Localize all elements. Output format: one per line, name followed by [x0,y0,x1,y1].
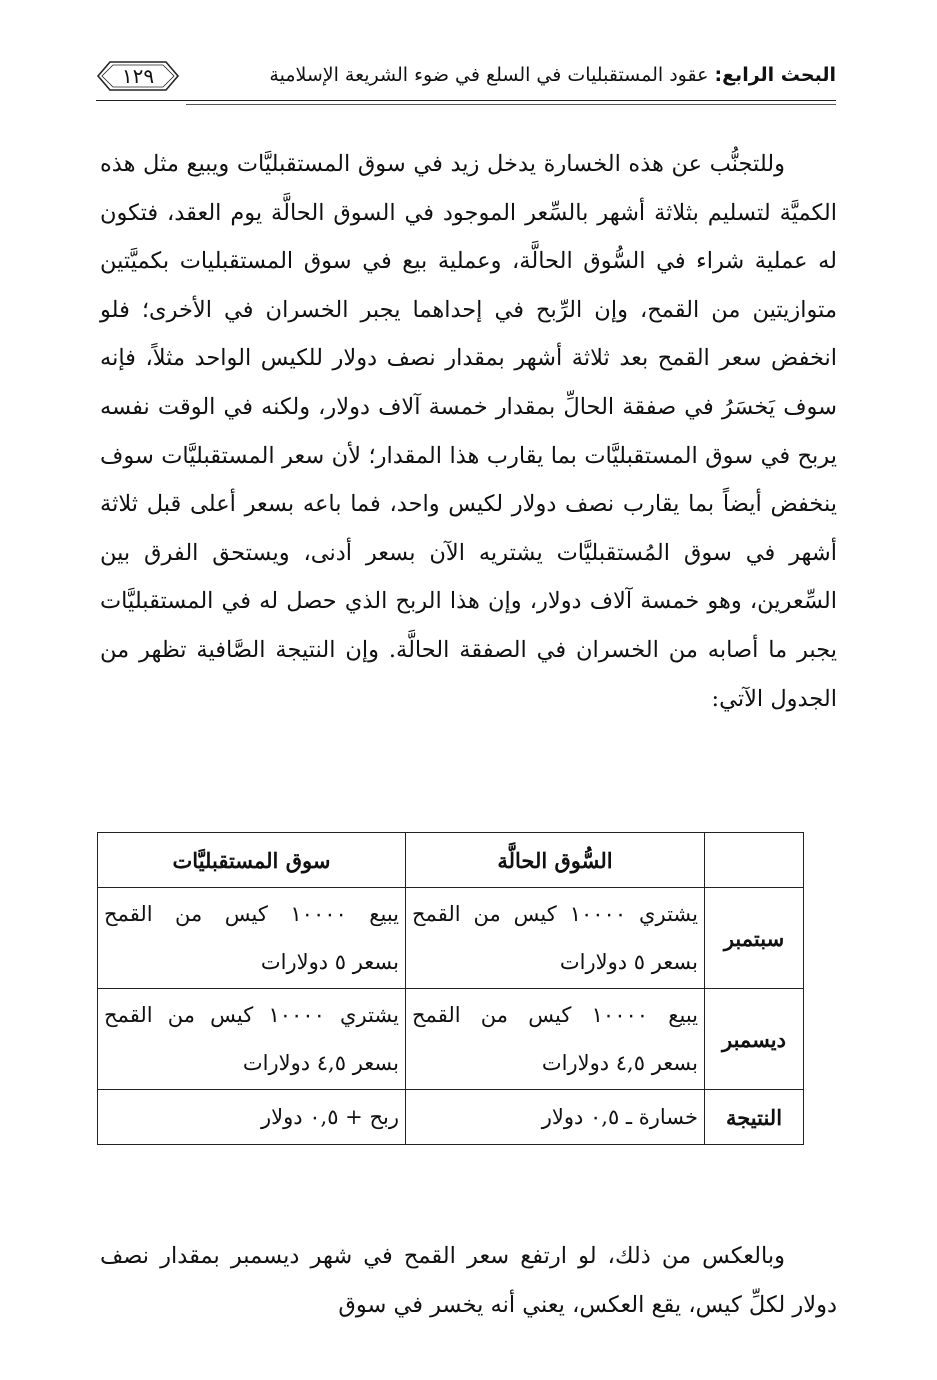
cell-september-spot-line1: يشتري ١٠٠٠٠ كيس من القمح [412,902,699,926]
running-header [96,58,836,104]
header-title [269,64,836,86]
cell-september-futures-line1: يبيع ١٠٠٠٠ كيس من القمح [104,902,400,926]
header-title-rest: عقود المستقبليات في السلع في ضوء الشريعة الإسلامية [269,64,715,86]
header-title-bold: البحث الرابع: [714,64,836,86]
header-cell-empty [705,833,804,888]
cell-september-spot [406,888,705,989]
cell-december-futures [98,989,406,1090]
header-cell-spot-market: السُّوق الحالَّة [406,833,705,888]
cell-result-spot: خسارة ـ ٠,٥ دولار [406,1090,705,1145]
page-number-badge [96,60,180,92]
cell-december-futures-line2: بسعر ٤,٥ دولارات [242,1051,399,1075]
cell-result-futures: ربح + ٠,٥ دولار [98,1090,406,1145]
row-label-september: سبتمبر [705,888,804,989]
table-row-result [98,1090,804,1145]
table-header-row [98,833,804,888]
table-row-september [98,888,804,989]
header-rule [96,100,836,101]
row-label-result: النتيجة [705,1090,804,1145]
header-cell-futures-market: سوق المستقبليَّات [98,833,406,888]
cell-december-spot-line2: بسعر ٤,٥ دولارات [541,1051,698,1075]
header-rule-thin [186,104,836,105]
body-paragraph-2: وبالعكس من ذلك، لو ارتفع سعر القمح في شهر ديسمبر بمقدار نصف دولار لكلِّ كيس، يقع العكس، يعني أنه يخسر في سوق [100,1243,837,1318]
cell-december-futures-line1: يشتري ١٠٠٠٠ كيس من القمح [104,1003,400,1027]
page-number: ١٢٩ [121,64,155,88]
comparison-table [97,832,804,1145]
cell-september-futures [98,888,406,989]
body-paragraph-1: وللتجنُّب عن هذه الخسارة يدخل زيد في سوق المستقبليَّات ويبيع مثل هذه الكميَّة لتسليم بثلاثة أشهر بالسِّعر الموجود في السوق الحالَّة يوم العقد، فتكون له عملية شراء في السُّوق الحالَّة، وعملية بيع في سوق المستقبليات بكميَّتين متوازيتين من القمح، وإن الرِّبح في إحداهما يجبر الخسران في الأخرى؛ فلو انخفض سعر القمح بعد ثلاثة أشهر بمقدار نصف دولار للكيس الواحد مثلاً، فإنه سوف يَخسَرُ في صفقة الحالِّ بمقدار خمسة آلاف دولار، ولكنه في الوقت نفسه يربح في سوق المستقبليَّات بما يقارب هذا المقدار؛ لأن سعر المستقبليَّات سوف ينخفض أيضاً بما يقارب نصف دولار لكيس واحد، فما باعه بسعر أعلى قبل ثلاثة أشهر في سوق المُستقبليَّات يشتريه الآن بسعر أدنى، ويستحق الفرق بين السِّعرين، وهو خمسة آلاف دولار، وإن هذا الربح الذي حصل له في المستقبليَّات يجبر ما أصابه من الخسران في الصفقة الحالَّة. وإن النتيجة الصَّافية تظهر من الجدول الآتي: [100,151,837,712]
comparison-table-wrap [97,832,804,1151]
row-label-december: ديسمبر [705,989,804,1090]
table-row-december [98,989,804,1090]
cell-september-spot-line2: بسعر ٥ دولارات [559,950,698,974]
cell-september-futures-line2: بسعر ٥ دولارات [260,950,399,974]
cell-december-spot [406,989,705,1090]
cell-december-spot-line1: يبيع ١٠٠٠٠ كيس من القمح [412,1003,699,1027]
